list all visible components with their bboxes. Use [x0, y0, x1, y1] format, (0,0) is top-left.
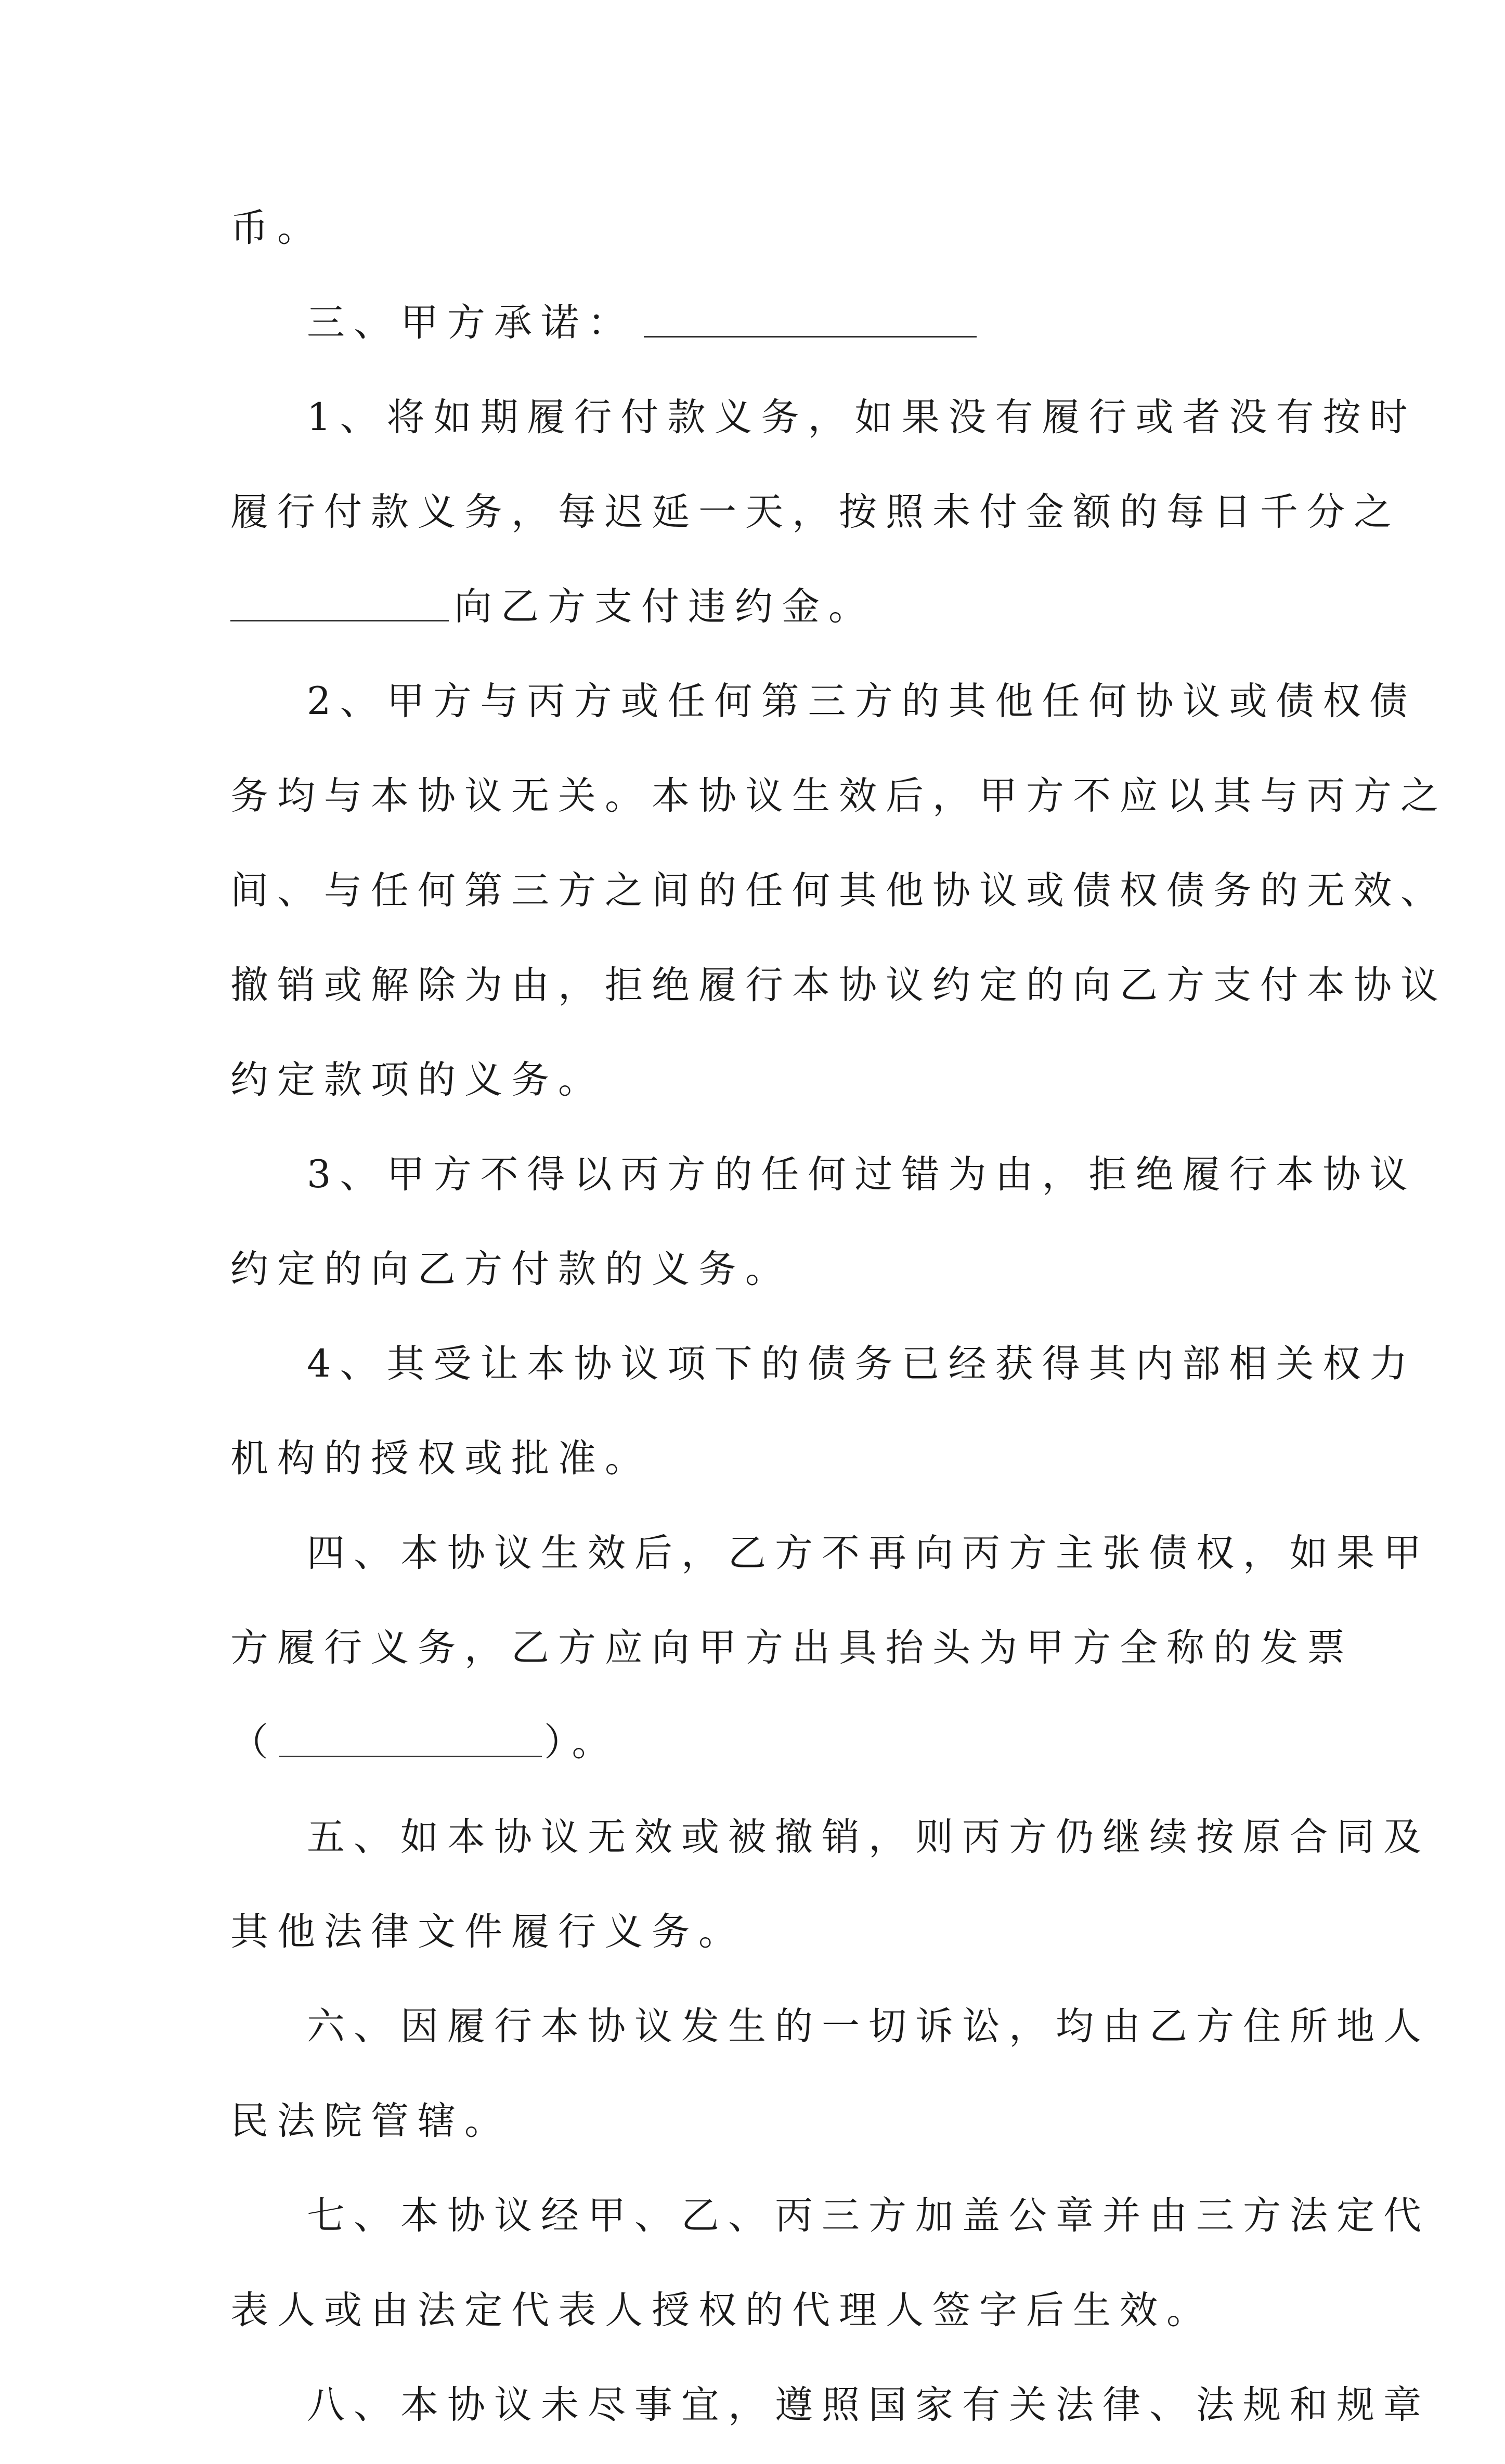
line-text: 向乙方支付违约金。: [454, 585, 875, 629]
line-text: 撤销或解除为由，拒绝履行本协议约定的向乙方支付本协议: [230, 963, 1447, 1007]
clause-heading: [230, 2180, 1430, 2275]
close-paren: ）。: [544, 1720, 619, 1765]
line-text: 七、本协议经甲、乙、丙三方加盖公章并由三方法定代: [307, 2194, 1430, 2238]
text-line: [230, 192, 1276, 287]
line-text: 民法院管辖。: [230, 2099, 511, 2143]
fill-in-blank[interactable]: [230, 577, 449, 621]
line-text: 务均与本协议无关。本协议生效后，甲方不应以其与丙方之: [230, 774, 1447, 818]
line-text: 其他法律文件履行义务。: [230, 1910, 745, 1954]
clause-item: [230, 666, 1417, 760]
line-text: 八、本协议未尽事宜，遵照国家有关法律、法规和规章: [307, 2383, 1430, 2427]
line-text: 机构的授权或批准。: [230, 1436, 652, 1481]
clause-item: [230, 382, 1417, 476]
line-text: 六、因履行本协议发生的一切诉讼，均由乙方住所地人: [307, 2004, 1430, 2048]
line-text: 约定款项的义务。: [230, 1058, 605, 1102]
line-text: 履行付款义务，每迟延一天，按照未付金额的每日千分之: [230, 490, 1400, 534]
line-text: 三、甲方承诺：: [307, 301, 634, 345]
line-text: 1、将如期履行付款义务，如果没有履行或者没有按时: [307, 395, 1417, 439]
line-text: 间、与任何第三方之间的任何其他协议或债权债务的无效、: [230, 868, 1447, 913]
text-line: [230, 950, 1447, 1044]
open-paren: （: [230, 1720, 277, 1765]
text-line: [230, 476, 1400, 571]
clause-heading: [230, 287, 1276, 382]
text-line: [230, 2085, 1276, 2180]
line-text: 四、本协议生效后，乙方不再向丙方主张债权，如果甲: [307, 1531, 1430, 1575]
line-text: 2、甲方与丙方或任何第三方的其他任何协议或债权债: [307, 679, 1417, 723]
fill-in-blank[interactable]: [644, 293, 977, 338]
line-text: 4、其受让本协议项下的债务已经获得其内部相关权力: [307, 1342, 1417, 1386]
text-line: [230, 2275, 1276, 2369]
fill-in-blank[interactable]: [279, 1713, 542, 1757]
text-line: [230, 571, 1276, 666]
line-text: 表人或由法定代表人授权的代理人签字后生效。: [230, 2288, 1213, 2332]
text-line: [230, 1044, 1276, 1139]
document-page: [230, 192, 1447, 2464]
text-line: [230, 1234, 1276, 1328]
line-text: 3、甲方不得以丙方的任何过错为由，拒绝履行本协议: [307, 1152, 1417, 1197]
clause-heading: [230, 1518, 1430, 1612]
text-line: [230, 760, 1447, 855]
line-text: 五、如本协议无效或被撤销，则丙方仍继续按原合同及: [307, 1815, 1430, 1859]
clause-heading: [230, 1801, 1430, 1896]
line-text: 约定的向乙方付款的义务。: [230, 1247, 792, 1291]
line-text: 币。: [230, 206, 324, 250]
text-line: [230, 1423, 1276, 1518]
clause-heading: [230, 1991, 1430, 2085]
text-line: [230, 855, 1447, 950]
clause-item: [230, 1328, 1417, 1423]
line-text: 方履行义务，乙方应向甲方出具抬头为甲方全称的发票: [230, 1626, 1354, 1670]
text-line: [230, 1612, 1354, 1707]
clause-heading: [230, 2369, 1430, 2464]
text-line: [230, 1707, 1276, 1801]
text-line: [230, 1896, 1276, 1991]
clause-item: [230, 1139, 1417, 1234]
